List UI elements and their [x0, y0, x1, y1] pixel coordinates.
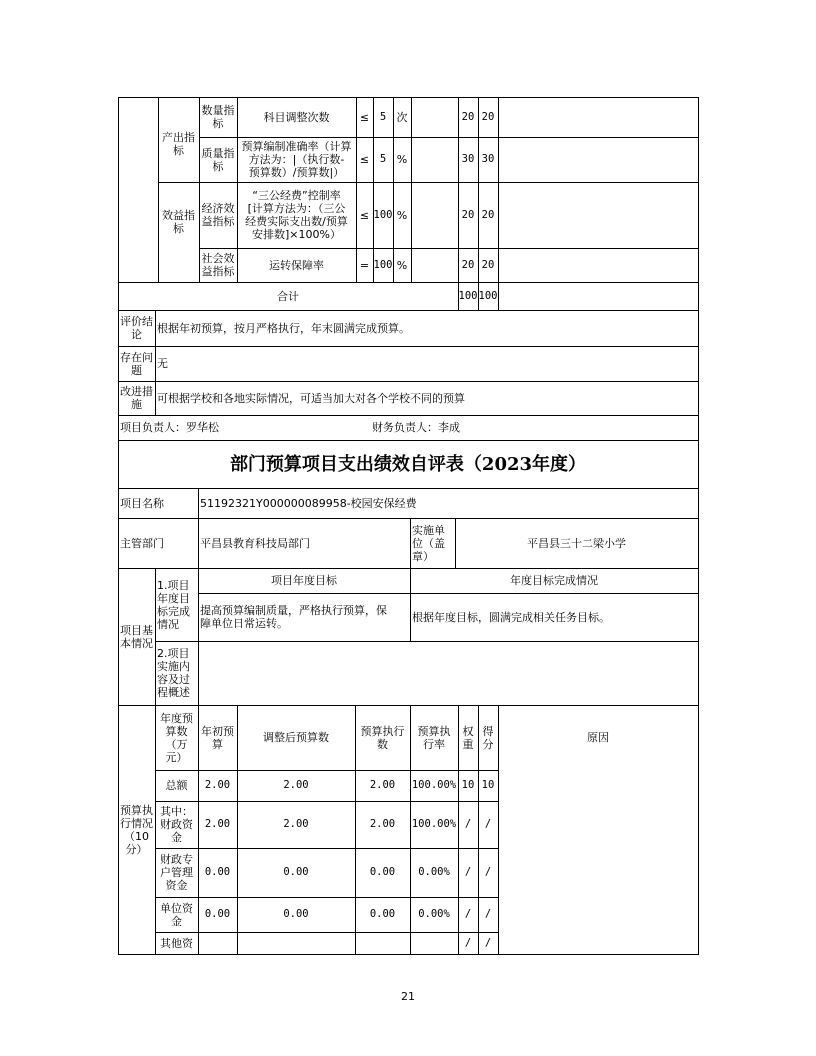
indicator-name: “三公经费”控制率 [计算方法为：（三公 经费实际支出数/预算 安排数]×100%）: [245, 189, 348, 241]
project-name: 51192321Y000000089958-校园安保经费: [200, 496, 417, 510]
budget-adjusted: 0.00: [283, 866, 309, 878]
problem-text: 无: [157, 357, 168, 370]
implementing-unit-value: 平昌县三十二梁小学: [527, 536, 626, 550]
budget-rate: [410, 932, 458, 954]
indicator-target: 100: [373, 258, 393, 271]
goal-completion-text: 根据年度目标，圆满完成相关任务目标。: [412, 610, 610, 624]
budget-rate: 0.00%: [418, 866, 450, 878]
budget-executed: 2.00: [369, 818, 396, 830]
indicator-operator: ≤: [359, 110, 370, 124]
benefit-indicator-label: 效益指 标: [162, 209, 195, 235]
indicator-target: 100: [373, 208, 393, 221]
budget-initial: 0.00: [204, 908, 231, 920]
budget-weight: /: [464, 818, 472, 830]
implementing-unit-label: 实施单 位（盖 章）: [412, 523, 445, 563]
budget-initial: 2.00: [204, 818, 231, 830]
department-value: 平昌县教育科技局部门: [200, 536, 310, 550]
budget-rate: 100.00%: [411, 818, 457, 830]
budget-header-adjusted: 调整后预算数: [263, 731, 329, 744]
form-title: 部门预算项目支出绩效自评表（2023年度）: [229, 453, 587, 475]
budget-score: 10: [481, 779, 495, 791]
budget-execution-label: 预算执 行情况 （10 分）: [120, 803, 153, 856]
improvement-text: 可根据学校和各地实际情况，可适当加大对各个学校不同的预算: [157, 391, 465, 405]
indicator-weight: 20: [461, 208, 475, 221]
improvement-label: 改进措 施: [120, 385, 153, 411]
budget-row-label: 总额: [165, 779, 188, 792]
annual-goal-header: 项目年度目标: [271, 574, 337, 587]
problem-label: 存在问 题: [120, 350, 153, 377]
budget-weight: /: [464, 908, 472, 920]
indicator-actual: [411, 97, 458, 137]
indicator-operator: ≤: [359, 153, 370, 166]
budget-adjusted: 2.00: [283, 779, 309, 791]
budget-rate: 0.00%: [418, 908, 450, 920]
budget-adjusted: 0.00: [283, 908, 309, 920]
budget-initial: [198, 932, 237, 954]
indicator-name: 科目调整次数: [263, 110, 330, 124]
budget-row-label: 其他资: [160, 936, 193, 950]
conclusion-text: 根据年初预算，按月严格执行，年末圆满完成预算。: [157, 321, 410, 335]
budget-header-executed: 预算执行 数: [360, 724, 405, 751]
indicator-weight: 20: [461, 110, 475, 123]
total-weight: 100: [458, 289, 478, 302]
indicator-score: 20: [481, 110, 495, 123]
budget-header-rate: 预算执 行率: [417, 724, 451, 751]
budget-initial: 2.00: [204, 779, 231, 791]
implementation-content-label: 2.项目 实施内 容及过 程概述: [157, 647, 190, 699]
department-label: 主管部门: [120, 536, 164, 550]
budget-header-initial: 年初预 算: [201, 724, 234, 751]
budget-weight: /: [464, 866, 472, 878]
output-indicator-label: 产出指 标: [162, 131, 195, 157]
budget-header-annual: 年度预 算数 （万 元）: [160, 711, 193, 764]
budget-adjusted: 2.00: [283, 818, 309, 830]
budget-initial: 0.00: [204, 866, 231, 878]
indicator-weight: 30: [461, 153, 475, 165]
indicator-type: 社会效 益指标: [201, 252, 235, 278]
budget-executed: 2.00: [369, 779, 396, 791]
budget-row-label: 财政专 户管理 资金: [160, 853, 193, 892]
indicator-type: 质量指 标: [201, 146, 235, 173]
indicator-type: 经济效 益指标: [201, 202, 235, 228]
indicator-operator: =: [359, 258, 370, 272]
indicator-unit: %: [396, 208, 408, 222]
indicator-type: 数量指 标: [201, 104, 235, 130]
indicator-score: 20: [481, 258, 495, 271]
indicator-actual: [411, 248, 458, 282]
budget-adjusted: [237, 932, 355, 954]
budget-header-weight: 权 重: [462, 724, 474, 751]
budget-score: /: [484, 866, 492, 878]
indicator-unit: 次: [396, 110, 408, 124]
budget-executed: 0.00: [369, 866, 396, 878]
indicator-name: 运转保障率: [269, 258, 324, 272]
indicator-weight: 20: [461, 258, 475, 271]
budget-weight: /: [464, 936, 472, 949]
finance-lead: 财务负责人：李成: [372, 421, 460, 434]
budget-score: /: [484, 908, 492, 920]
conclusion-label: 评价结 论: [120, 315, 153, 341]
budget-executed: 0.00: [369, 908, 396, 920]
indicator-name: 预算编制准确率（计算 方法为：|（执行数- 预算数）/预算数|）: [241, 140, 352, 179]
budget-executed: [355, 932, 410, 954]
indicator-actual: [411, 182, 458, 248]
project-lead: 项目负责人：罗华松: [120, 421, 219, 434]
indicator-unit: %: [396, 153, 408, 166]
indicator-target: 5: [379, 110, 387, 123]
indicator-score: 20: [481, 208, 495, 221]
budget-rate: 100.00%: [411, 779, 457, 791]
budget-score: /: [484, 818, 492, 830]
indicator-target: 5: [379, 153, 387, 165]
indicator-actual: [411, 137, 458, 182]
annual-goal-label: 1.项目 年度目 标完成 情况: [157, 578, 190, 631]
indicator-operator: ≤: [359, 208, 370, 222]
budget-header-score: 得 分: [482, 724, 494, 751]
budget-score: /: [484, 936, 492, 949]
budget-row-label: 单位资 金: [160, 901, 193, 928]
total-score: 100: [478, 289, 498, 302]
annual-goal-text: 提高预算编制质量，严格执行预算，保 障单位日常运转。: [200, 604, 387, 630]
total-label: 合计: [277, 289, 299, 303]
project-name-label: 项目名称: [120, 496, 164, 510]
indicator-unit: %: [396, 258, 408, 272]
page-number: 21: [401, 990, 415, 1003]
basic-info-label: 项目基 本情况: [120, 623, 153, 650]
budget-weight: 10: [461, 779, 475, 791]
indicator-score: 30: [481, 153, 495, 165]
budget-row-label: 其中： 财政资 金: [160, 805, 193, 844]
goal-completion-header: 年度目标完成情况: [510, 574, 598, 587]
budget-header-reason: 原因: [587, 731, 609, 744]
